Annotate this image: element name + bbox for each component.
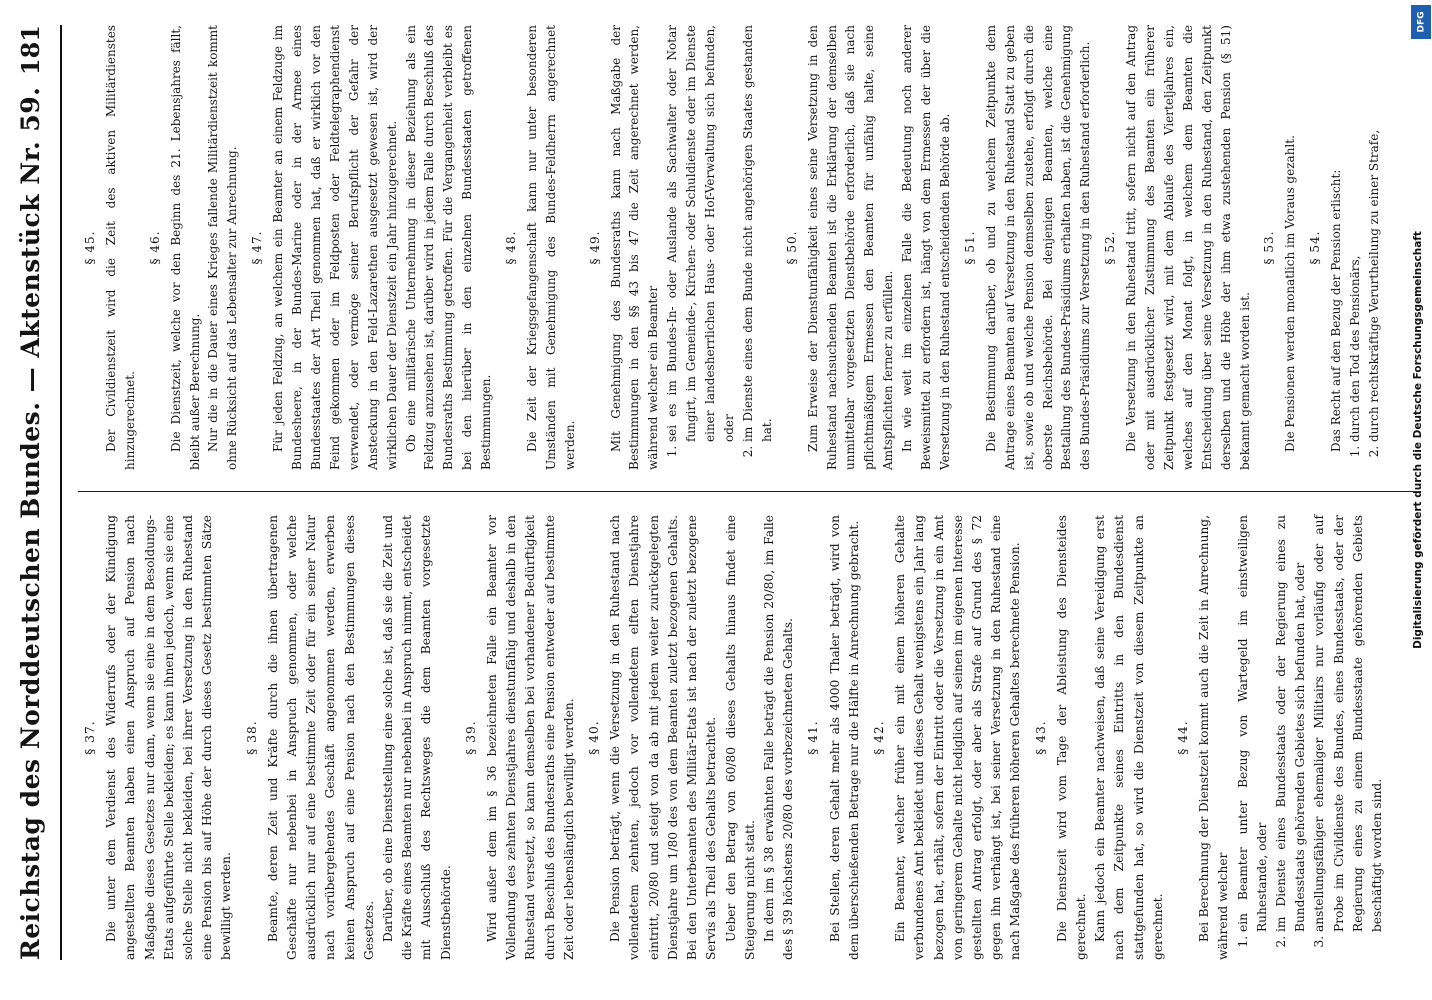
paragraph: Das Recht auf den Bezug der Pension erlischt: xyxy=(1329,169,1344,452)
paragraph: Die Pensionen werden monatlich im Voraus gezahlt. xyxy=(1283,135,1298,452)
section-heading: § 51. xyxy=(962,230,977,265)
paragraph: Ueber den Betrag von 60/80 dieses Gehalts hinaus findet eine Steigerung nicht statt. xyxy=(723,515,757,960)
section-heading: § 41. xyxy=(806,720,821,755)
section xyxy=(1101,25,1254,470)
section-heading: § 38. xyxy=(244,720,259,755)
funding-note xyxy=(1405,20,1431,860)
paragraph: Die Dienstzeit, welche vor den Beginn des 21. Lebensjahres fällt, bleibt außer Berechnung. xyxy=(168,25,202,470)
section xyxy=(804,515,864,960)
paragraph: In dem im § 38 erwähnten Falle beträgt die Pension 20/80, im Falle des § 39 höchstens 20/80 des vorbezeichneten Gehalts. xyxy=(761,515,796,960)
paragraph: Für jeden Feldzug, an welchem ein Beamter an einem Feldzuge im Bundesheere, in der Bundes-Marine oder in der Armee eines Bundesstaates der Art Theil genommen hat, daß er wirklich vor den Feind gekommen oder im Feldposten oder Feldtelegraphendienst verwendet, oder vermöge seiner Berufspflicht der Gefahr der Ansteckung in den Feld-Lazarethen ausgesetzt gewesen ist, wird der wirklichen Dauer der Dienstzeit ein Jahr hinzugerechnet. xyxy=(271,25,399,470)
section xyxy=(585,515,798,960)
right-column xyxy=(75,25,1390,470)
paragraph: Ob eine militärische Unternehmung in dieser Beziehung als ein Feldzug anzusehen ist, darüber wird in jedem Falle durch Beschluß des Bundesraths Bestimmung getroffen. Für die Vergangenheit verbleibt es bei den hierüber in den einzelnen Bundesstaaten getroffenen Bestimmungen. xyxy=(403,25,494,470)
section-heading: § 44. xyxy=(1175,720,1190,755)
enumerated-list xyxy=(663,25,776,470)
paragraph: Die Dienstzeit wird vom Tage der Ableistung des Diensteides gerechnet. xyxy=(1054,515,1088,960)
paragraph: Mit Genehmigung des Bundesraths kann nach Maßgabe der Bestimmungen in den §§ 43 bis 47 die Zeit angerechnet werden, während welcher ein Beamter xyxy=(608,25,661,470)
paragraph: Ein Beamter, welcher früher ein mit einem höheren Gehalte verbundenes Amt bekleidet und dieses Gehalt wenigstens ein Jahr lang bezogen hat, erhält, sofern der Eintritt oder die Versetzung in ein Amt von geringerem Gehalte nicht lediglich auf seinen im eigenen Interesse gestellten Antrag erfolgt, oder aber als Strafe auf Grund des § 72 gegen ihn verhängt ist, bei seiner Versetzung in den Ruhestand eine nach Maßgabe des früheren höheren Gehaltes berechnete Pension. xyxy=(893,515,1023,960)
paragraph: Die Versetzung in den Ruhestand tritt, sofern nicht auf den Antrag oder mit ausdrücklicher Zustimmung des Beamten ein früherer Zeitpunkt festgesetzt wird, mit dem Ablaufe des Vierteljahres ein, welches auf den Monat folgt, in welchem dem Beamten die Entscheidung über seine Versetzung in den Ruhestand, den Zeitpunkt derselben und die Höhe der ihm etwa zustehenden Pension (§ 51) bekannt gemacht worden ist. xyxy=(1124,25,1252,470)
paragraph: Die unter dem Verdienst des Widerrufs oder der Kündigung angestellten Beamten haben einen Anspruch auf Pension nach Maßgabe dieses Gesetzes nur dann, wenn sie eine in dem Besoldungs-Etats aufgeführte Stelle bekleiden; es kann ihnen jedoch, wenn sie eine solche Stelle nicht bekleiden, bei ihrer Versetzung in den Ruhestand eine Pension bis auf Höhe der durch dieses Gesetz bestimmten Sätze bewilligt werden. xyxy=(104,515,234,960)
section xyxy=(1174,515,1387,960)
running-title: Reichstag des Norddeutschen Bundes. — Aktenstück Nr. 59. xyxy=(15,86,45,960)
section-heading: § 37. xyxy=(83,720,97,755)
section-heading: § 49. xyxy=(587,230,602,265)
section xyxy=(243,515,456,960)
column-divider xyxy=(78,491,1413,492)
paragraph: Der Civildienstzeit wird die Zeit des aktiven Militärdienstes hinzugerechnet. xyxy=(103,25,137,470)
paragraph: In wie weit im einzelnen Falle die Bedeutung noch anderer Beweismittel zu erfordern ist, hängt von dem Ermessen der über die Versetzung in den Ruhestand entscheidenden Behörde ab. xyxy=(900,25,952,470)
section xyxy=(1260,25,1300,470)
enumerated-list xyxy=(1346,25,1384,470)
section-heading: § 43. xyxy=(1033,720,1048,755)
section-heading: § 45. xyxy=(83,230,97,265)
section xyxy=(870,515,1026,960)
list-item: 1. sei es im Bundes-In- oder Auslande als Sachwalter oder Notar fungirt, im Gemeinde-, Kirchen- oder Schuldienste oder im Dienste einer landesherrlichen Haus- oder Hof-Verwaltung sich befunden, oder xyxy=(663,25,739,442)
list-item: 1. ein Beamter unter Bezug von Wartegeld im einstweiligen Ruhestande, oder xyxy=(1234,515,1272,932)
section-heading: § 53. xyxy=(1262,230,1277,265)
paragraph: Bei Stellen, deren Gehalt mehr als 4000 Thaler beträgt, wird von dem überschießenden Betrage nur die Hälfte in Anrechnung gebracht. xyxy=(827,515,861,960)
funding-note-text: Digitalisierung gefördert durch die Deutsche Forschungsgemeinschaft xyxy=(1412,231,1425,649)
paragraph: Die Pension beträgt, wenn die Versetzung in den Ruhestand nach vollendetem zehnten, jedoch vor vollendetem elften Dienstjahre eintritt, 20/80 und steigt von da ab mit jedem weiter zurückgelegten Dienstjahre um 1/80 des von dem Beamten zuletzt bezogenen Gehalts. Bei den Unterbeamten des Militär-Etats ist nach der zuletzt bezogene Servis als Theil des Gehalts betrachtet. xyxy=(608,515,719,960)
section xyxy=(81,515,237,960)
paragraph: Wird außer dem im § 36 bezeichneten Falle ein Beamter vor Vollendung des zehnten Dienstjahres dienstunfähig und deshalb in den Ruhestand versetzt, so kann demselben bei vorhandener Bedürftigkeit durch Beschluß des Bundesraths eine Pension entweder auf bestimmte Zeit oder lebenslänglich bewilligt werden. xyxy=(485,515,576,960)
section-heading: § 54. xyxy=(1308,230,1323,265)
paragraph: Bei Berechnung der Dienstzeit kommt auch die Zeit in Anrechnung, während welcher xyxy=(1197,515,1231,960)
section xyxy=(586,25,777,470)
section-heading: § 50. xyxy=(784,230,799,265)
left-column xyxy=(75,515,1393,960)
list-item: 2. durch rechtskräftige Verurtheilung zu einer Strafe, xyxy=(1365,25,1384,442)
page-number: 181 xyxy=(15,25,45,76)
section-heading: § 46. xyxy=(147,230,162,265)
list-item: 2. im Dienste eines dem Bunde nicht angehörigen Staates gestanden hat. xyxy=(739,25,777,442)
section-heading: § 48. xyxy=(504,230,519,265)
section-heading: § 52. xyxy=(1103,230,1118,265)
paragraph: Beamte, deren Zeit und Kräfte durch die ihnen übertragenen Geschäfte nur nebenbei in Anspruch genommen, oder welche ausdrücklich nur auf eine bestimmte Zeit oder für ein seiner Natur nach vorübergehendes Geschäft angenommen werden, erwerben keinen Anspruch auf eine Pension nach den Bestimmungen dieses Gesetzes. xyxy=(265,515,376,960)
paragraph: Kann jedoch ein Beamter nachweisen, daß seine Vereidigung erst nach dem Zeitpunkte seines Eintritts in den Bundesdienst stattgefunden hat, so wird die Dienstzeit von diesem Zeitpunkte an gerechnet. xyxy=(1093,515,1165,960)
list-item: 3. anstellungsfähiger ehemaliger Militairs nur vorläufig oder auf Probe im Civildienste des Bundes, eines Bundesstaats, oder der Regierung eines zu einem Bundesstaate gehörenden Gebiets beschäftigt worden sind. xyxy=(1310,515,1387,932)
section xyxy=(502,25,580,470)
dfg-logo-text: DFG xyxy=(1416,11,1427,33)
section xyxy=(1306,25,1384,470)
section-heading: § 39. xyxy=(463,720,478,755)
enumerated-list xyxy=(1234,515,1388,960)
list-item: 2. im Dienste eines Bundesstaats oder der Regierung eines zu Bundesstaats gehörenden Gebietes sich befunden hat, oder xyxy=(1272,515,1310,932)
paragraph: Die Zeit der Kriegsgefangenschaft kann nur unter besonderen Umständen mit Genehmigung des Bundes-Feldherrn angerechnet werden. xyxy=(524,25,577,470)
section xyxy=(961,25,1095,470)
section xyxy=(462,515,579,960)
list-item: 1. durch den Tod des Pensionärs, xyxy=(1346,25,1365,442)
section xyxy=(783,25,955,470)
section xyxy=(146,25,243,470)
section-heading: § 42. xyxy=(871,720,886,755)
dfg-logo xyxy=(1411,5,1431,39)
section-heading: § 40. xyxy=(587,720,602,755)
section xyxy=(1032,515,1168,960)
paragraph: Zum Erweise der Dienstunfähigkeit eines seine Versetzung in den Ruhestand nachsuchenden Beamten ist die Erklärung der demselben unmittelbar vorgesetzten Dienstbehörde erforderlich, daß sie nach pflichtmäßigem Ermessen den Beamten für unfähig halte, seine Amtspflichten ferner zu erfüllen. xyxy=(805,25,896,470)
page-header xyxy=(0,25,62,960)
section xyxy=(248,25,496,470)
paragraph: Darüber, ob eine Dienststellung eine solche ist, daß sie die Zeit und die Kräfte eines Beamten nur nebenbei in Anspruch nimmt, entscheidet mit Ausschluß des Rechtsweges die dem Beamten vorgesetzte Dienstbehörde. xyxy=(381,515,453,960)
paragraph: Nur die in die Dauer eines Krieges fallende Militärdienstzeit kommt ohne Rücksicht auf das Lebensalter zur Anrechnung. xyxy=(206,25,240,470)
section-heading: § 47. xyxy=(250,230,265,265)
paragraph: Die Bestimmung darüber, ob und zu welchem Zeitpunkte dem Antrage eines Beamten auf Versetzung in den Ruhestand Statt zu geben ist, sowie ob und welche Pension demselben zustehe, erfolgt durch die oberste Reichsbehörde. Bei denjenigen Beamten, welche eine Bestallung des Bundes-Präsidiums erhalten haben, ist die Genehmigung des Bundes-Präsidiums zur Versetzung in den Ruhestand erforderlich. xyxy=(983,25,1093,470)
section xyxy=(81,25,140,470)
